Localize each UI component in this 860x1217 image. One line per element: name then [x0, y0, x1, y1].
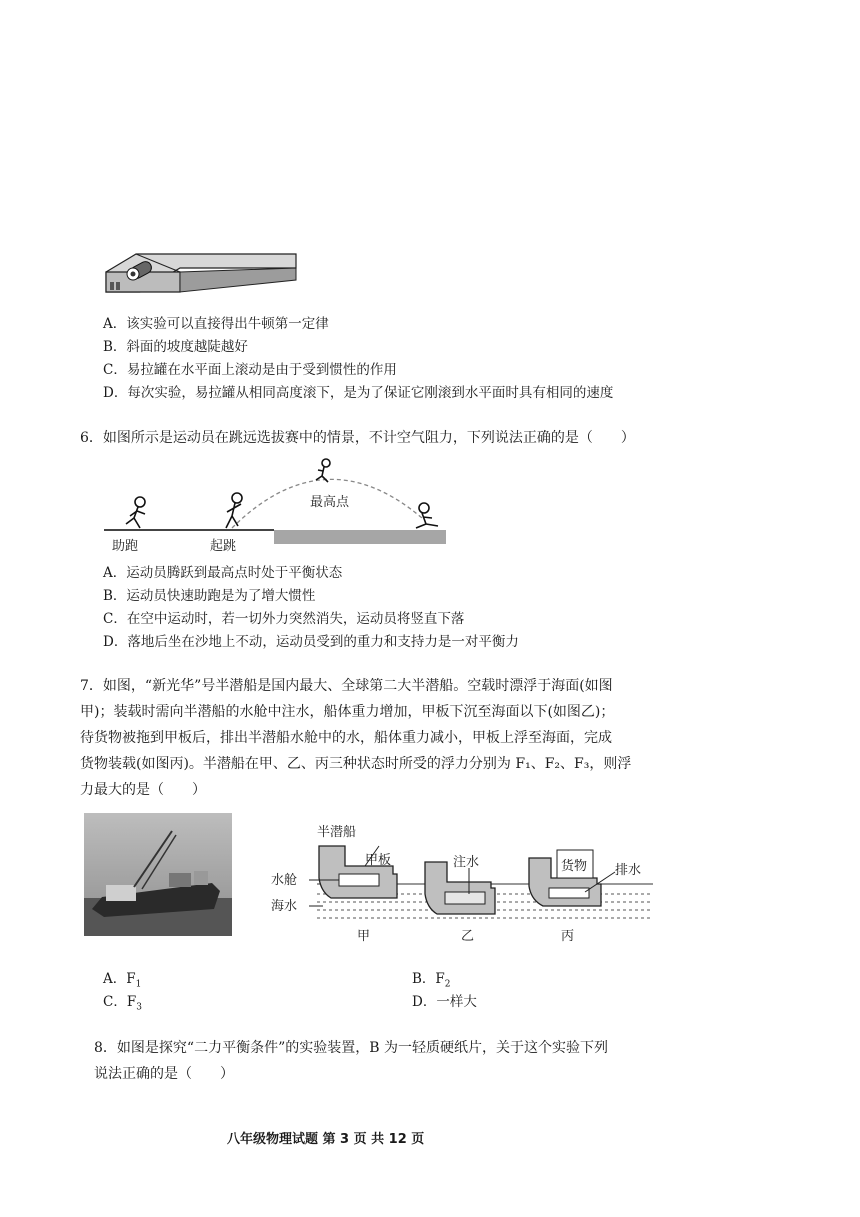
- q7-option-b: B．$F_2$: [412, 971, 451, 990]
- q5-option-d: D．每次实验，易拉罐从相同高度滚下，是为了保证它刚滚到水平面时具有相同的速度: [103, 385, 614, 401]
- q5-option-a: A．该实验可以直接得出牛顿第一定律: [103, 316, 329, 332]
- q5-option-c: C．易拉罐在水平面上滚动是由于受到惯性的作用: [103, 362, 397, 378]
- q8-stem: [94, 1035, 774, 1087]
- label-state-b: 乙: [461, 929, 475, 944]
- q6-option-a: A．运动员腾跃到最高点时处于平衡状态: [103, 565, 343, 581]
- label-seawater: 海水: [271, 899, 298, 914]
- page-footer: 八年级物理试题 第 3 页 共 12 页: [227, 1132, 425, 1147]
- q7-option-c: C．$F_3$: [103, 994, 142, 1013]
- q6-stem: 6．如图所示是运动员在跳远选拔赛中的情景，不计空气阻力，下列说法正确的是（ ）: [80, 430, 635, 446]
- q7-stem-line: 待货物被拖到甲板后，排出半潜船水舱中的水，船体重力减小，甲板上浮至海面，完成: [80, 730, 612, 746]
- jumper-takeoff-figure: [226, 493, 242, 528]
- ship-photo: [84, 813, 232, 936]
- q8-stem-line: 8．如图是探究“二力平衡条件”的实验装置，B 为一轻质硬纸片，关于这个实验下列: [94, 1040, 608, 1056]
- label-state-a: 甲: [357, 929, 371, 944]
- q7-option-d: D．一样大: [412, 994, 477, 1010]
- long-jump-figure: [100, 458, 450, 554]
- semi-submersible-diagram: [265, 822, 665, 946]
- q7-option-a: A．$F_1$: [103, 971, 142, 990]
- label-cargo: 货物: [561, 859, 588, 874]
- q6-option-c: C．在空中运动时，若一切外力突然消失，运动员将竖直下落: [103, 611, 465, 627]
- q7-stem-line: 货物装载(如图丙)。半潜船在甲、乙、丙三种状态时所受的浮力分别为 F₁、F₂、F₃，则浮: [80, 756, 632, 772]
- q8-stem-line: 说法正确的是（ ）: [94, 1066, 234, 1082]
- q7-stem-line: 力最大的是（ ）: [80, 782, 206, 798]
- label-highest-point: 最高点: [310, 495, 350, 510]
- jumper-apex-figure: [316, 459, 330, 482]
- label-tank: 水舱: [271, 873, 298, 888]
- q7-stem-line: 7．如图，“新光华”号半潜船是国内最大、全球第二大半潜船。空载时漂浮于海面(如图: [80, 678, 613, 694]
- label-inject: 注水: [453, 855, 480, 870]
- runner-figure: [126, 497, 145, 528]
- q5-option-b: B．斜面的坡度越陡越好: [103, 339, 248, 355]
- q7-stem-line: 甲)；装载时需向半潜船的水舱中注水，船体重力增加，甲板下沉至海面以下(如图乙)；: [80, 704, 615, 720]
- q6-option-b: B．运动员快速助跑是为了增大惯性: [103, 588, 316, 604]
- incline-figure: [100, 244, 300, 310]
- label-drain: 排水: [615, 863, 642, 878]
- q6-option-d: D．落地后坐在沙地上不动，运动员受到的重力和支持力是一对平衡力: [103, 634, 519, 650]
- label-run-up: 助跑: [112, 539, 139, 554]
- label-takeoff: 起跳: [210, 539, 237, 554]
- label-deck: 甲板: [365, 853, 392, 868]
- q7-stem: [80, 673, 780, 803]
- label-ship: 半潜船: [317, 825, 357, 840]
- label-state-c: 丙: [561, 929, 575, 944]
